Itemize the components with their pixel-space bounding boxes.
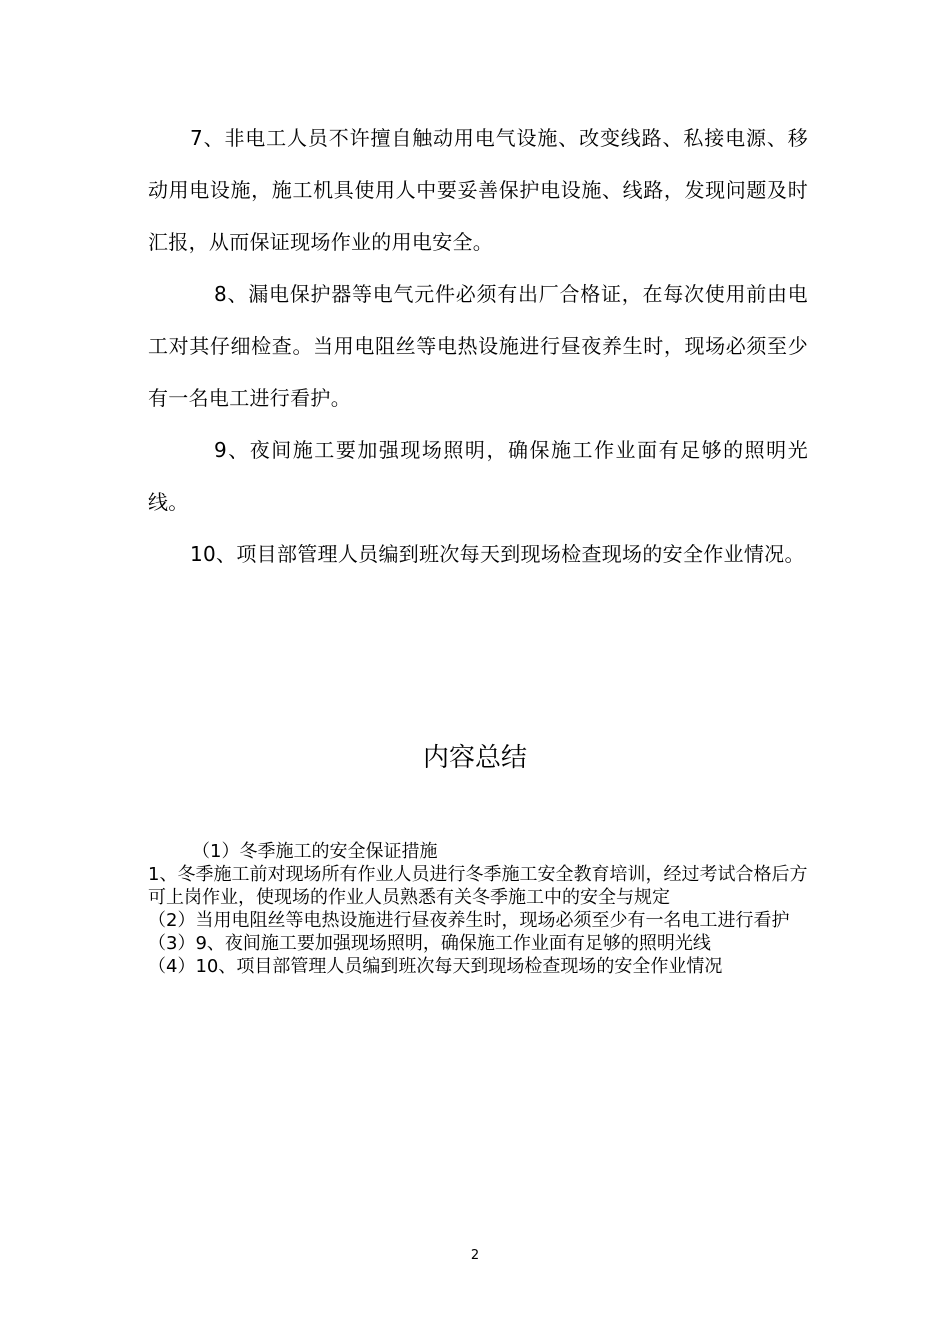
paragraph-item-9: 9、夜间施工要加强现场照明，确保施工作业面有足够的照明光线。 [148, 438, 808, 514]
summary-title: 内容总结 [422, 743, 527, 773]
paragraph-item-8: 8、漏电保护器等电气元件必须有出厂合格证，在每次使用前由电工对其仔细检查。当用电阻丝等电热设施进行昼夜养生时，现场必须至少有一名电工进行看护。 [148, 282, 808, 410]
paragraph-item-7: 7、非电工人员不许擅自触动用电气设施、改变线路、私接电源、移动用电设施，施工机具使用人中要妥善保护电设施、线路，发现问题及时汇报，从而保证现场作业的用电安全。 [148, 126, 808, 254]
page-number: 2 [470, 1248, 480, 1263]
summary-line: 1、冬季施工前对现场所有作业人员进行冬季施工安全教育培训，经过考试合格后方可上岗作业，使现场的作业人员熟悉有关冬季施工中的安全与规定 [148, 864, 808, 908]
summary-line: （3）9、夜间施工要加强现场照明，确保施工作业面有足够的照明光线 [148, 933, 711, 954]
summary-heading: （1）冬季施工的安全保证措施 [192, 841, 438, 862]
summary-section [148, 840, 808, 978]
summary-line: （4）10、项目部管理人员编到班次每天到现场检查现场的安全作业情况 [148, 956, 723, 977]
paragraph-item-10: 10、项目部管理人员编到班次每天到现场检查现场的安全作业情况。 [190, 542, 805, 566]
summary-line: （2）当用电阻丝等电热设施进行昼夜养生时，现场必须至少有一名电工进行看护 [148, 910, 790, 931]
